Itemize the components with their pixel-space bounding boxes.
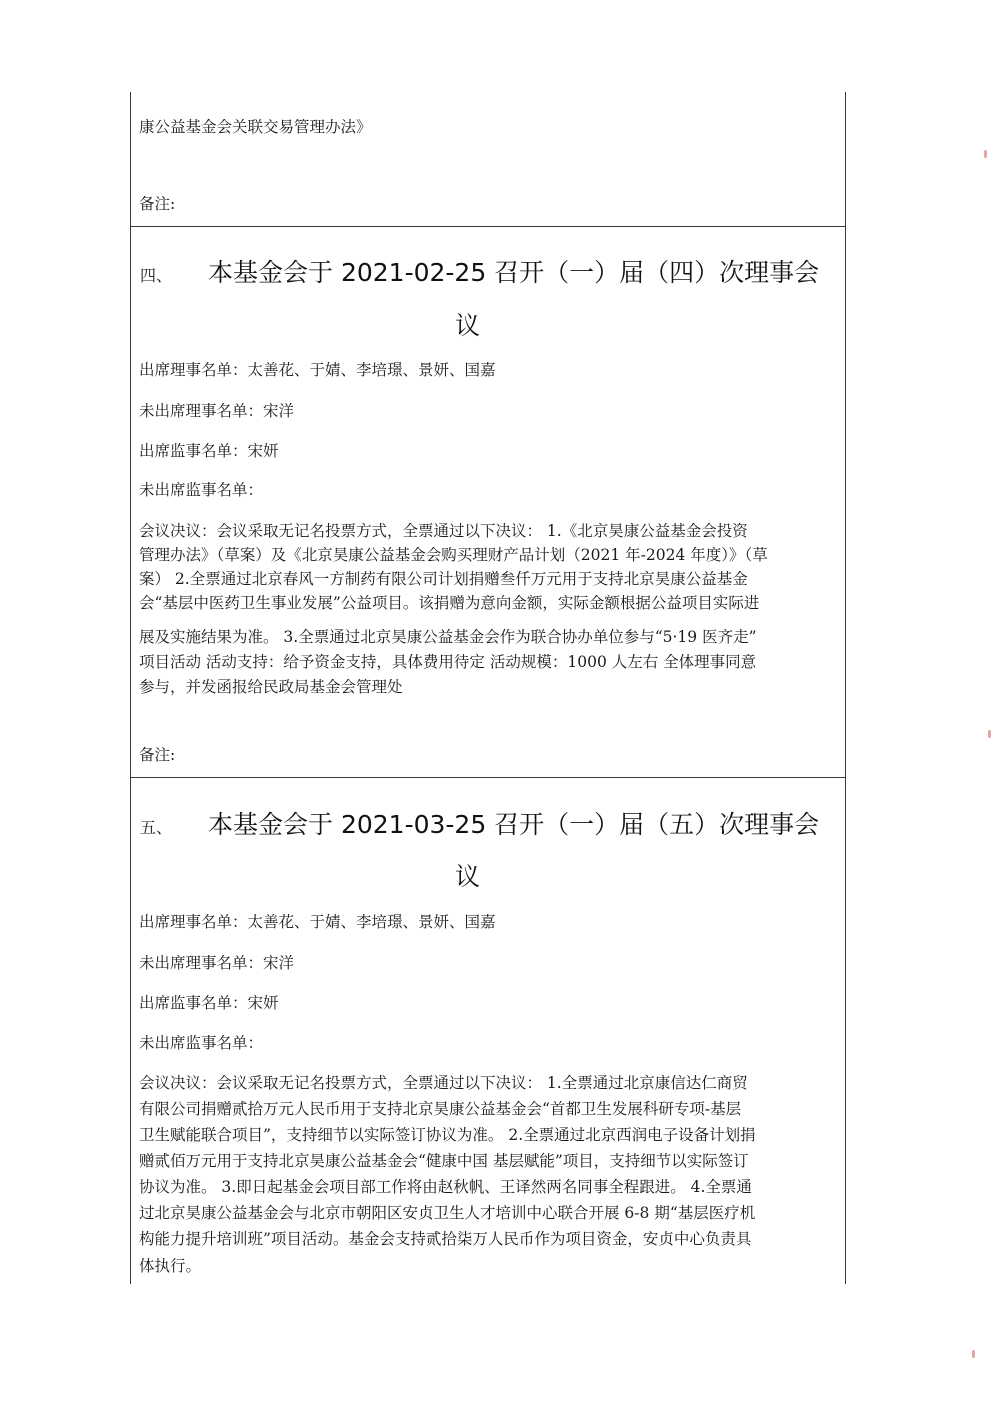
absent-supervisors: 未出席监事名单： bbox=[139, 1034, 264, 1052]
meeting-number: 五、 bbox=[140, 818, 173, 837]
resolution-line: 展及实施结果为准。 3.全票通过北京昊康公益基金会作为联合协办单位参与“5·19 医齐走” bbox=[139, 628, 757, 646]
meeting-title: 本基金会于 2021-02-25 召开（一）届（四）次理事会 bbox=[208, 258, 820, 287]
resolution-line: 案） 2.全票通过北京春风一方制药有限公司计划捐赠叁仟万元用于支持北京昊康公益基金 bbox=[139, 570, 748, 588]
row-divider bbox=[130, 226, 846, 227]
resolution-line: 赠贰佰万元用于支持北京昊康公益基金会“健康中国 基层赋能”项目，支持细节以实际签订 bbox=[139, 1152, 749, 1170]
resolution-line: 卫生赋能联合项目”，支持细节以实际签订协议为准。 2.全票通过北京西润电子设备计划捐 bbox=[139, 1126, 756, 1144]
seal-edge-mark bbox=[972, 1350, 975, 1358]
resolution-line: 会议决议：会议采取无记名投票方式，全票通过以下决议： 1.全票通过北京康信达仁商贸 bbox=[139, 1074, 748, 1092]
seal-edge-mark bbox=[988, 730, 991, 738]
remark-label: 备注: bbox=[139, 746, 176, 764]
remark-label: 备注: bbox=[139, 195, 176, 213]
resolution-line: 会“基层中医药卫生事业发展”公益项目。该捐赠为意向金额，实际金额根据公益项目实际进 bbox=[139, 594, 760, 612]
resolution-line: 构能力提升培训班”项目活动。基金会支持贰拾柒万人民币作为项目资金，安贞中心负责具 bbox=[139, 1230, 752, 1248]
resolution-line: 协议为准。 3.即日起基金会项目部工作将由赵秋帆、王译然两名同事全程跟进。 4.全票通 bbox=[139, 1178, 752, 1196]
meeting-title: 本基金会于 2021-03-25 召开（一）届（五）次理事会 bbox=[208, 810, 820, 839]
resolution-line: 有限公司捐赠贰拾万元人民币用于支持北京昊康公益基金会“首都卫生发展科研专项-基层 bbox=[139, 1100, 742, 1118]
continued-text: 康公益基金会关联交易管理办法》 bbox=[139, 118, 372, 136]
resolution-line: 过北京昊康公益基金会与北京市朝阳区安贞卫生人才培训中心联合开展 6-8 期“基层医疗机 bbox=[139, 1204, 756, 1222]
absent-directors: 未出席理事名单：宋洋 bbox=[139, 954, 295, 972]
meeting-title-continued: 议 bbox=[455, 311, 481, 340]
meeting-title-continued: 议 bbox=[455, 862, 481, 891]
attending-directors: 出席理事名单：太善花、于婧、李培璟、景妍、国嘉 bbox=[139, 361, 496, 379]
row-divider bbox=[130, 777, 846, 778]
seal-edge-mark bbox=[984, 150, 987, 158]
attending-supervisors: 出席监事名单：宋妍 bbox=[139, 442, 279, 460]
resolution-line: 会议决议：会议采取无记名投票方式，全票通过以下决议： 1.《北京昊康公益基金会投资 bbox=[139, 522, 748, 540]
attending-supervisors: 出席监事名单：宋妍 bbox=[139, 994, 279, 1012]
resolution-line: 项目活动 活动支持：给予资金支持，具体费用待定 活动规模：1000 人左右 全体理事同意 bbox=[139, 653, 757, 671]
absent-supervisors: 未出席监事名单： bbox=[139, 481, 264, 499]
resolution-line: 体执行。 bbox=[139, 1257, 202, 1275]
resolution-line: 参与，并发函报给民政局基金会管理处 bbox=[139, 678, 403, 696]
table-right-border bbox=[845, 92, 846, 1284]
meeting-number: 四、 bbox=[140, 266, 173, 285]
resolution-line: 管理办法》（草案）及《北京昊康公益基金会购买理财产品计划（2021 年-2024 年度）》（草 bbox=[139, 546, 768, 564]
table-left-border bbox=[130, 92, 131, 1284]
attending-directors: 出席理事名单：太善花、于婧、李培璟、景妍、国嘉 bbox=[139, 913, 496, 931]
absent-directors: 未出席理事名单：宋洋 bbox=[139, 402, 295, 420]
